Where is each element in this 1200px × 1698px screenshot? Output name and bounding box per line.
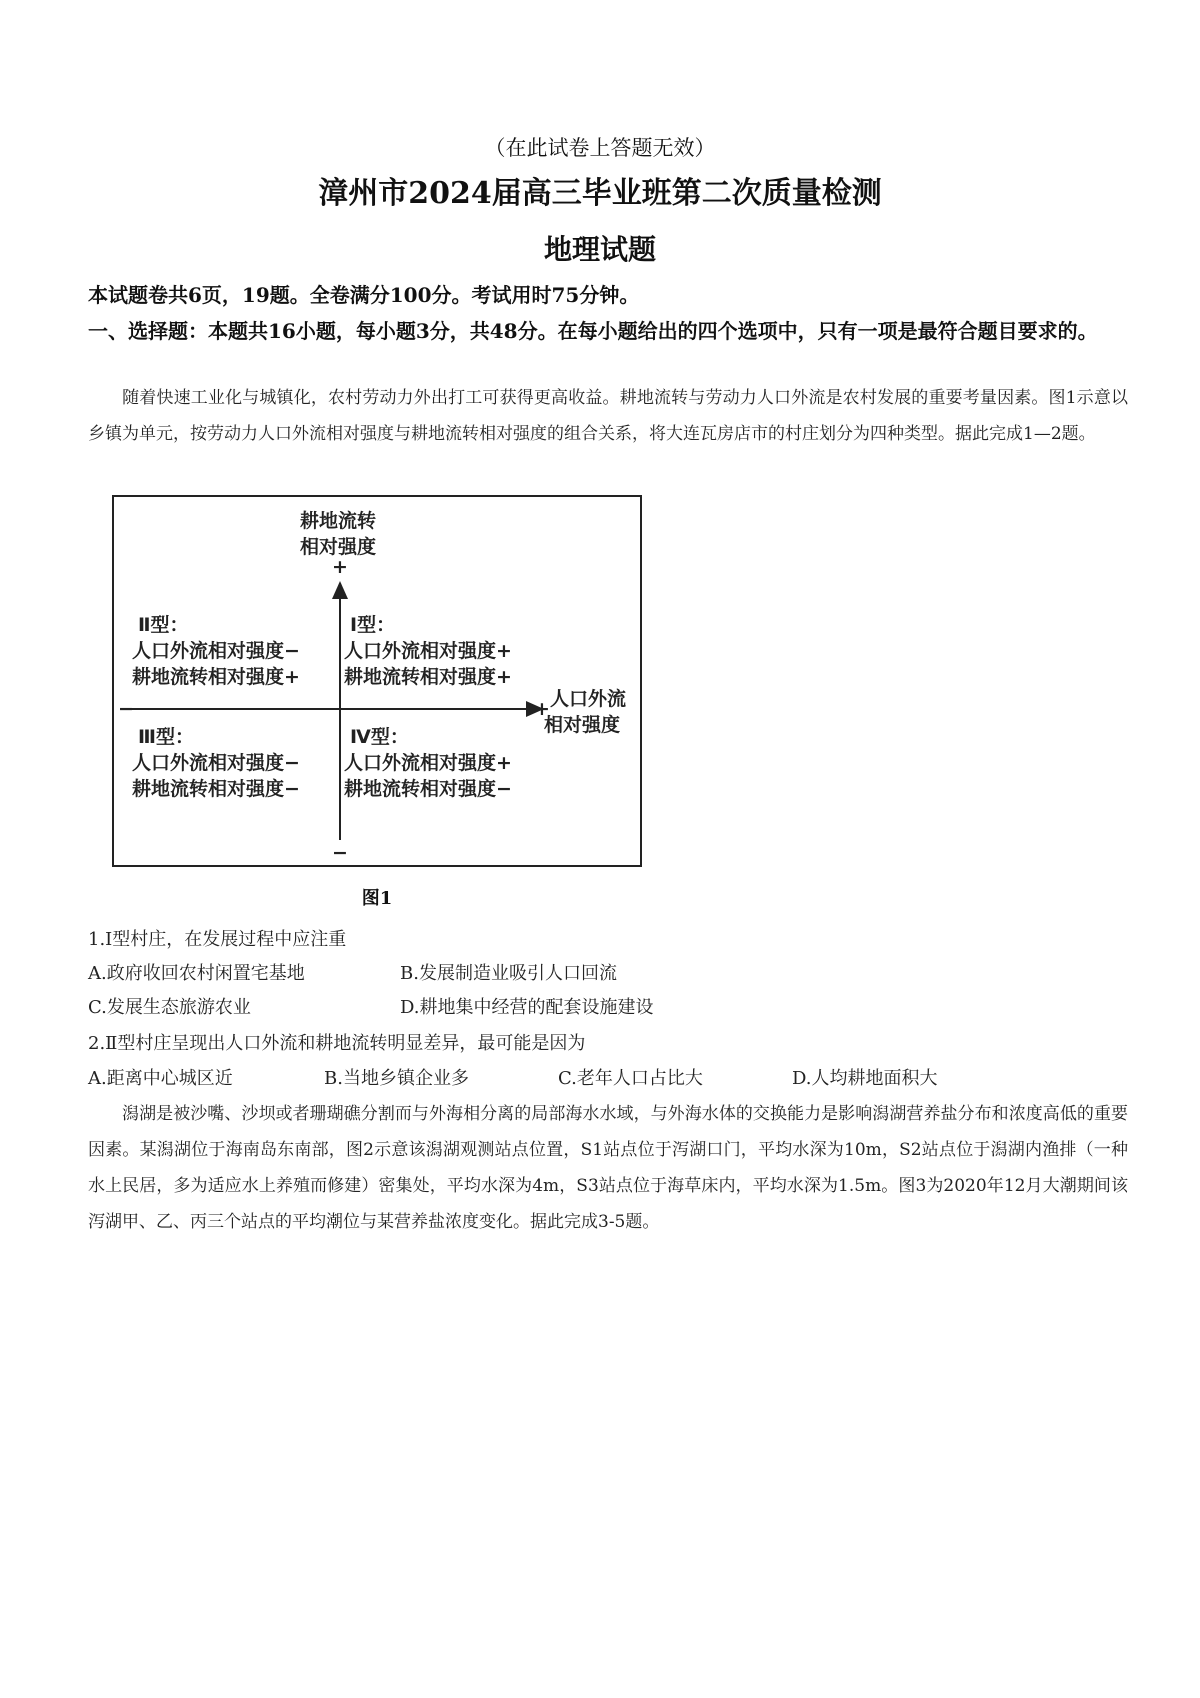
type1-line1: 人口外流相对强度+ [344, 640, 512, 662]
x-axis-plus: + [534, 698, 550, 720]
question-2-option-c: C.老年人口占比大 [558, 1068, 703, 1089]
question-1-option-c: C.发展生态旅游农业 [88, 997, 251, 1018]
type2-line1: 人口外流相对强度− [132, 640, 300, 662]
x-axis-label-line2: 相对强度 [544, 714, 621, 736]
y-axis-minus: − [332, 842, 348, 864]
subject-title: 地理试题 [543, 233, 656, 266]
question-1-option-b: B.发展制造业吸引人口回流 [400, 963, 617, 984]
y-axis-label-line2: 相对强度 [299, 536, 377, 558]
question-2-option-a: A.距离中心城区近 [88, 1068, 233, 1089]
type2-name: Ⅱ型： [138, 614, 189, 636]
question-1-stem: 1.Ⅰ型村庄，在发展过程中应注重 [88, 929, 347, 950]
exam-info: 本试题卷共6页，19题。全卷满分100分。考试用时75分钟。 [88, 283, 640, 307]
figure-1 [112, 495, 642, 867]
type1-line2: 耕地流转相对强度+ [344, 666, 512, 688]
y-axis-label-line1: 耕地流转 [299, 510, 377, 532]
y-axis-plus: + [332, 556, 348, 578]
type4-line2: 耕地流转相对强度− [344, 778, 512, 800]
question-2-option-b: B.当地乡镇企业多 [324, 1068, 469, 1089]
figure-1-caption: 图1 [361, 888, 393, 909]
type3-line2: 耕地流转相对强度− [132, 778, 300, 800]
question-1-option-d: D.耕地集中经营的配套设施建设 [400, 997, 654, 1018]
type3-name: Ⅲ型： [138, 726, 194, 748]
exam-notice: （在此试卷上答题无效） [484, 136, 716, 160]
x-axis-minus: − [118, 698, 134, 720]
type1-name: Ⅰ型： [350, 614, 396, 636]
passage-1: 随着快速工业化与城镇化，农村劳动力外出打工可获得更高收益。耕地流转与劳动力人口外流是农村发展的重要考量因素。图1示意以乡镇为单元，按劳动力人口外流相对强度与耕地流转相对强度的组合关系，将大连瓦房店市的村庄划分为四种类型。据此完成1—2题。 [88, 388, 1128, 444]
type4-name: Ⅳ型： [350, 726, 409, 748]
passage-2: 潟湖是被沙嘴、沙坝或者珊瑚礁分割而与外海相分离的局部海水水域，与外海水体的交换能力是影响潟湖营养盐分布和浓度高低的重要因素。某潟湖位于海南岛东南部，图2示意该潟湖观测站点位置，S1站点位于泻湖口门，平均水深为10m，S2站点位于潟湖内渔排（一种水上民居，多为适应水上养殖而修建）密集处，平均水深为4m，S3站点位于海草床内，平均水深为1.5m。图3为2020年12月大潮期间该泻湖甲、乙、丙三个站点的平均潮位与某营养盐浓度变化。据此完成3-5题。 [88, 1104, 1128, 1232]
question-2-option-d: D.人均耕地面积大 [792, 1068, 938, 1089]
question-1-option-a: A.政府收回农村闲置宅基地 [88, 963, 305, 984]
exam-title: 漳州市2024届高三毕业班第二次质量检测 [318, 176, 882, 211]
type4-line1: 人口外流相对强度+ [344, 752, 512, 774]
section-heading: 一、选择题：本题共16小题，每小题3分，共48分。在每小题给出的四个选项中，只有一项是最符合题目要求的。 [88, 319, 1098, 343]
type3-line1: 人口外流相对强度− [132, 752, 300, 774]
question-2-stem: 2.Ⅱ型村庄呈现出人口外流和耕地流转明显差异，最可能是因为 [88, 1033, 586, 1054]
quadrant-diagram [114, 497, 644, 869]
x-axis-label-line1: 人口外流 [550, 688, 627, 710]
type2-line2: 耕地流转相对强度+ [132, 666, 300, 688]
